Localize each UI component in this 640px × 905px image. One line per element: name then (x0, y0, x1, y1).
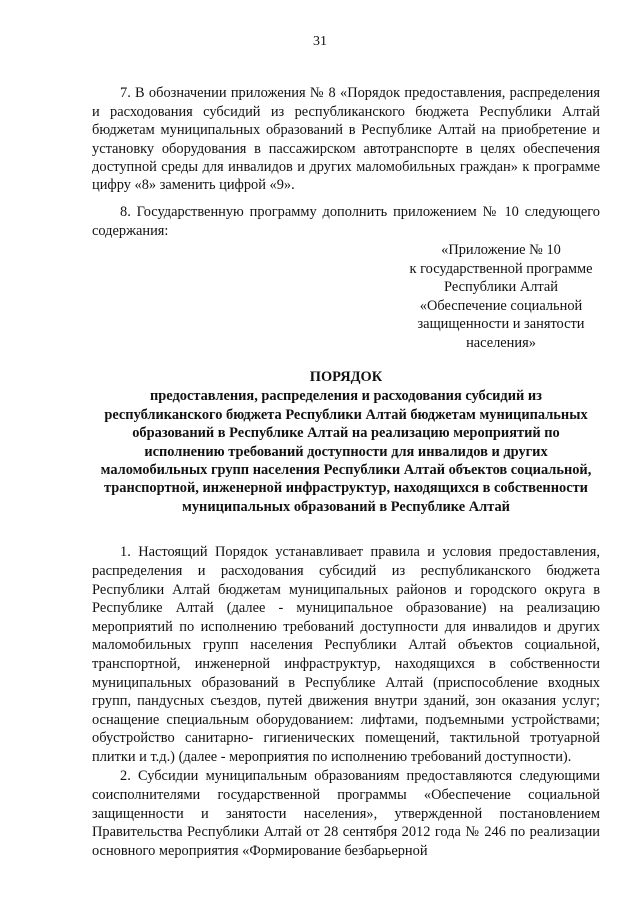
paragraph-item-8: 8. Государственную программу дополнить приложением № 10 следующего содержания: (92, 204, 600, 239)
body-paragraph-1: 1. Настоящий Порядок устанавливает правила и условия предоставления, распределения и расходования субсидий из республиканского бюджета Республики Алтай бюджетам муниципальных районов и городского округа в Республике Алтай (далее - муниципальное образование) на реализацию мероприятий по исполнению требований доступности для инвалидов и других маломобильных групп населения Республики Алтай объектов социальной, транспортной, инженерной инфраструктур, находящихся в собственности муниципальных образований в Республике Алтай (приспособление входных групп, пандусных съездов, путей движения внутри зданий, зон оказания услуг; оснащение специальным оборудованием: лифтами, подъемными устройствами; обустройство санитарно- гигиенических помещений, тактильной тротуарной плитки и т.д.) (далее - мероприятия по исполнению требований доступности). (92, 544, 600, 765)
procedure-subtitle: предоставления, распределения и расходования субсидий из республиканского бюджета Республики Алтай бюджетам муниципальных образований в Республике Алтай на реализацию мероприятий по исполнению требований доступности для инвалидов и других маломобильных групп населения Республики Алтай объектов социальной, транспортной, инженерной инфраструктур, находящихся в собственности муниципальных образований в Республике Алтай (100, 388, 592, 515)
appendix-header (392, 241, 610, 353)
paragraph-item-7: 7. В обозначении приложения № 8 «Порядок предоставления, распределения и расходования субсидий из республиканского бюджета Республики Алтай бюджетам муниципальных образований в Республике Алтай на приобретение и установку оборудования в пассажирском автотранспорте в целях обеспечения доступной среды для инвалидов и других маломобильных граждан» к программе цифру «8» заменить цифрой «9». (92, 85, 600, 194)
appendix-line: Республики Алтай (444, 279, 558, 296)
page-number: 31 (313, 34, 327, 49)
appendix-line: «Приложение № 10 (441, 242, 561, 258)
appendix-line: к государственной программе (409, 260, 593, 277)
appendix-line: защищенности и занятости (417, 316, 585, 333)
appendix-line: «Обеспечение социальной (419, 297, 583, 314)
procedure-title: ПОРЯДОК (309, 369, 383, 385)
procedure-title-block (92, 368, 600, 516)
appendix-line: населения» (466, 334, 536, 351)
body-paragraph-2: 2. Субсидии муниципальным образованиям предоставляются следующими соисполнителями государственной программы «Обеспечение социальной защищенности и занятости населения», утвержденной постановлением Правительства Республики Алтай от 28 сентября 2012 года № 246 по реализации основного мероприятия «Формирование безбарьерной (92, 768, 600, 859)
